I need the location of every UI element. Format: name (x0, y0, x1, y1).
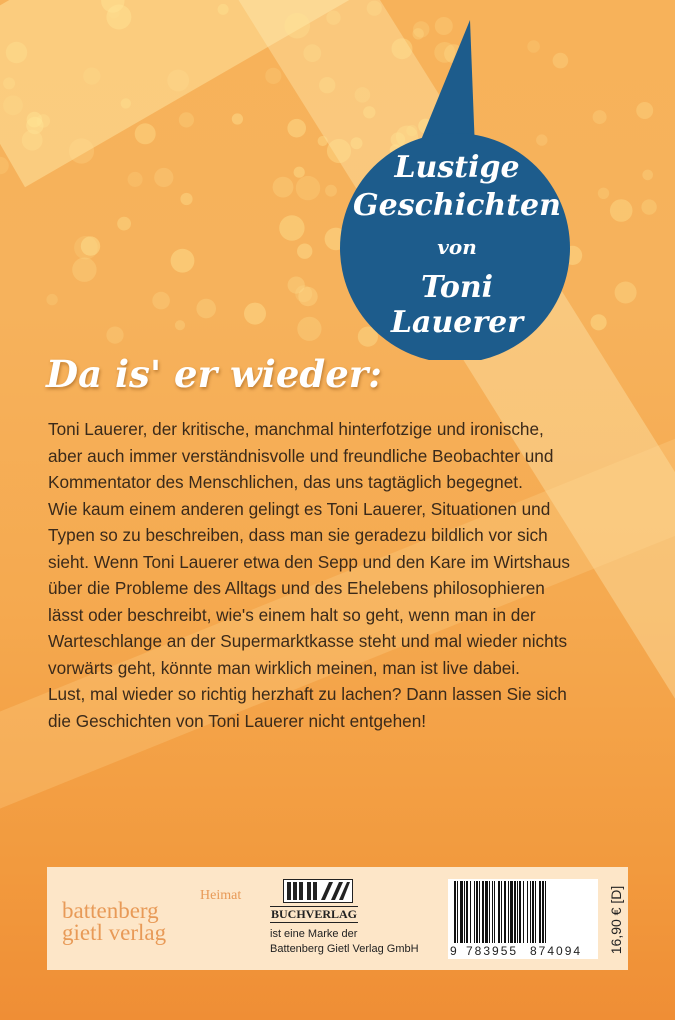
price-text: 16,90 € [D] (608, 885, 624, 955)
blurb-line: lässt oder beschreibt, wie's einem halt so geht, wenn man in der (48, 604, 536, 625)
barcode-bar (530, 881, 531, 943)
barcode-lead-digit: 9 (450, 944, 457, 958)
buchverlag-note-line1: ist eine Marke der (270, 928, 358, 940)
blurb-line: Kommentator des Menschlichen, das uns tagtäglich begegnet. (48, 472, 523, 492)
publisher-name-line2: gietl verlag (62, 920, 167, 945)
blurb-line: Toni Lauerer, der kritische, manchmal hinterfotzige und ironische, (48, 419, 544, 439)
bubble-line-2: Geschichten (353, 188, 561, 223)
barcode-bar (489, 881, 490, 943)
blurb-line: über die Probleme des Alltags und des Ehelebens philosophieren (48, 578, 545, 598)
barcode-bar (527, 881, 528, 943)
barcode-bar (508, 881, 509, 943)
bubble-line-3: von (437, 235, 477, 259)
barcode-bars (448, 881, 598, 945)
barcode-bar (474, 881, 475, 943)
blurb-line: die Geschichten von Toni Lauerer nicht entgehen! (48, 710, 427, 731)
publisher-heimat: Heimat (200, 888, 242, 903)
barcode-bar (532, 881, 534, 943)
buchverlag-label: BUCHVERLAG (271, 907, 358, 921)
barcode-bar (539, 881, 541, 943)
barcode (448, 879, 598, 959)
price-tag (606, 880, 626, 960)
barcode-bar (476, 881, 478, 943)
buchverlag-note-line2: Battenberg Gietl Verlag GmbH (270, 943, 419, 955)
barcode-bar (454, 881, 456, 943)
headline: Da is' er wieder: (46, 352, 382, 396)
buchverlag-logo (283, 879, 353, 903)
barcode-bar (466, 881, 468, 943)
blurb-line: Wie kaum einem anderen gelingt es Toni Lauerer, Situationen und (48, 498, 551, 519)
barcode-bar (492, 881, 493, 943)
publisher-name-line1: battenberg (62, 898, 159, 923)
blurb-text (48, 416, 648, 734)
barcode-bar (523, 881, 524, 943)
blurb-line: aber auch immer verständnisvolle und freundliche Beobachter und (48, 445, 554, 466)
blurb-line: Typen so zu beschreiben, dass man sie geradezu bildlich vor sich (48, 525, 548, 545)
blurb-line: vorwärts geht, könnte man wirklich meinen, man ist live dabei. (48, 657, 520, 678)
barcode-bar (514, 881, 516, 943)
barcode-bar (519, 881, 521, 943)
barcode-bar (457, 881, 458, 943)
barcode-bar (517, 881, 518, 943)
barcode-group-1: 783955 (466, 944, 519, 958)
speech-bubble (0, 0, 675, 360)
barcode-bar (485, 881, 488, 943)
bubble-line-1: Lustige (394, 150, 520, 185)
barcode-bar (501, 881, 502, 943)
barcode-bar (494, 881, 495, 943)
barcode-bar (470, 881, 471, 943)
barcode-bar (482, 881, 484, 943)
bubble-line-4: Toni Lauerer (390, 270, 524, 340)
barcode-bar (498, 881, 500, 943)
barcode-bar (535, 881, 536, 943)
barcode-bar (479, 881, 480, 943)
barcode-group-2: 874094 (530, 944, 583, 958)
barcode-bar (460, 881, 463, 943)
blurb-line: Lust, mal wieder so richtig herzhaft zu lachen? Dann lassen Sie sich (48, 684, 567, 704)
barcode-bar (510, 881, 513, 943)
barcode-bar (542, 881, 544, 943)
barcode-bar (464, 881, 465, 943)
barcode-bar (504, 881, 506, 943)
barcode-bar (545, 881, 546, 943)
blurb-line: Warteschlange an der Supermarktkasse steht und mal wieder nichts (48, 631, 568, 651)
blurb-line: sieht. Wenn Toni Lauerer etwa den Sepp und den Kare im Wirtshaus (48, 551, 570, 572)
